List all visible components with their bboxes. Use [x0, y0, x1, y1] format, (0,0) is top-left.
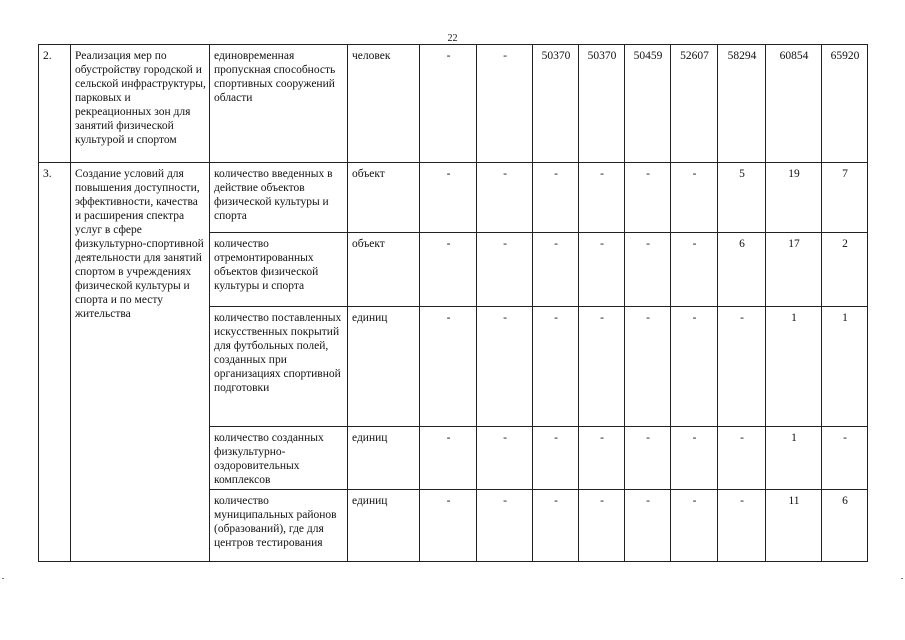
table-row [39, 163, 868, 233]
value-cell: - [477, 307, 533, 427]
value-cell: 5 [718, 163, 766, 233]
value-cell: - [420, 490, 477, 562]
value-cell: 50370 [533, 45, 579, 163]
value-cell: 1 [822, 307, 868, 427]
value-cell: - [533, 233, 579, 307]
indicator-name: количество поставленных искусственных покрытий для футбольных полей, созданных при организациях спортивной подготовки [210, 307, 348, 427]
indicator-name: количество муниципальных районов (образований), где для центров тестирования [210, 490, 348, 562]
scan-mark [901, 578, 903, 579]
value-cell: - [420, 45, 477, 163]
value-cell: - [625, 307, 671, 427]
value-cell: 50459 [625, 45, 671, 163]
indicator-unit: объект [348, 163, 420, 233]
value-cell: - [477, 163, 533, 233]
indicator-unit: единиц [348, 307, 420, 427]
value-cell: - [477, 490, 533, 562]
indicator-name: единовременная пропускная способность спортивных сооружений области [210, 45, 348, 163]
value-cell: - [718, 427, 766, 490]
value-cell: 58294 [718, 45, 766, 163]
value-cell: 6 [822, 490, 868, 562]
value-cell: - [822, 427, 868, 490]
value-cell: 7 [822, 163, 868, 233]
value-cell: - [579, 427, 625, 490]
value-cell: 6 [718, 233, 766, 307]
value-cell: - [533, 307, 579, 427]
indicator-unit: человек [348, 45, 420, 163]
value-cell: - [579, 490, 625, 562]
value-cell: - [671, 163, 718, 233]
value-cell: - [579, 163, 625, 233]
value-cell: 11 [766, 490, 822, 562]
value-cell: 65920 [822, 45, 868, 163]
indicator-unit: единиц [348, 490, 420, 562]
value-cell: - [533, 163, 579, 233]
value-cell: - [625, 427, 671, 490]
value-cell: - [671, 490, 718, 562]
value-cell: 1 [766, 427, 822, 490]
value-cell: - [477, 233, 533, 307]
value-cell: - [477, 45, 533, 163]
scan-mark [2, 578, 4, 579]
value-cell: 19 [766, 163, 822, 233]
row-number: 3. [39, 163, 71, 562]
value-cell: - [420, 233, 477, 307]
value-cell: 17 [766, 233, 822, 307]
value-cell: - [718, 307, 766, 427]
value-cell: - [579, 233, 625, 307]
value-cell: - [533, 427, 579, 490]
indicator-name: количество отремонтированных объектов физической культуры и спорта [210, 233, 348, 307]
indicator-name: количество введенных в действие объектов физической культуры и спорта [210, 163, 348, 233]
value-cell: - [671, 233, 718, 307]
page-number: 22 [447, 33, 458, 44]
event-name: Реализация мер по обустройству городской и сельской инфраструктуры, парковых и рекреационных зон для занятий физической культурой и спортом [71, 45, 210, 163]
value-cell: - [625, 163, 671, 233]
indicator-unit: единиц [348, 427, 420, 490]
value-cell: 50370 [579, 45, 625, 163]
indicators-table [38, 44, 868, 562]
value-cell: - [477, 427, 533, 490]
value-cell: 2 [822, 233, 868, 307]
value-cell: - [420, 163, 477, 233]
row-number: 2. [39, 45, 71, 163]
value-cell: - [718, 490, 766, 562]
value-cell: 1 [766, 307, 822, 427]
value-cell: - [625, 490, 671, 562]
value-cell: - [420, 307, 477, 427]
value-cell: - [420, 427, 477, 490]
value-cell: 60854 [766, 45, 822, 163]
value-cell: - [579, 307, 625, 427]
table-row [39, 45, 868, 163]
value-cell: - [671, 307, 718, 427]
value-cell: - [533, 490, 579, 562]
indicator-name: количество созданных физкультурно-оздоровительных комплексов [210, 427, 348, 490]
indicator-unit: объект [348, 233, 420, 307]
value-cell: 52607 [671, 45, 718, 163]
value-cell: - [625, 233, 671, 307]
event-name: Создание условий для повышения доступности, эффективности, качества и расширения спектра услуг в сфере физкультурно-спортивной деятельности для занятий спортом в учреждениях физической культуры и спорта и по месту жительства [71, 163, 210, 562]
value-cell: - [671, 427, 718, 490]
